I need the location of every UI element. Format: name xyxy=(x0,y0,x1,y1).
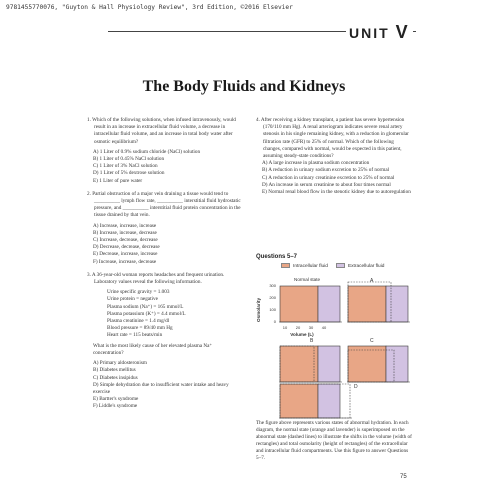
extracellular-block xyxy=(318,346,340,382)
extracellular-block xyxy=(386,346,408,382)
x-tick: 30 xyxy=(308,325,314,330)
x-axis-label: Volume (L) xyxy=(290,332,314,337)
lab-value: Heart rate = 115 beats/min xyxy=(107,332,163,339)
answer-option: D) An increase in serum creatinine to about four times normal xyxy=(262,181,391,188)
x-tick: 20 xyxy=(295,325,301,330)
panel-c xyxy=(347,338,410,382)
extracellular-block xyxy=(386,286,408,322)
answer-option: B) A reduction in urinary sodium excretion to 25% of normal xyxy=(262,167,390,174)
answer-option: A) Increase, increase, increase xyxy=(93,222,157,229)
y-tick: 100 xyxy=(269,307,276,312)
panel-label-a: A xyxy=(370,278,374,284)
answer-option: A) 1 Liter of 0.9% sodium chloride (NaCl) solution xyxy=(93,148,201,155)
answer-option: E) Bartter's syndrome xyxy=(93,396,139,403)
question-stem: 2. Partial obstruction of a major vein draining a tissue would tend to __________ lymph flow rate, __________ interstitial fluid hydrostatic pressure, and __________ interstitial fluid protein concentration in the tissue drained by that vein. xyxy=(87,190,241,219)
left-column xyxy=(87,117,242,417)
answer-option: B) Increase, increase, decrease xyxy=(93,229,157,236)
legend-label: Extracellular fluid xyxy=(347,263,385,269)
answer-option: C) Increase, decrease, decrease xyxy=(93,237,158,244)
question-stem: 1. Which of the following solutions, when infused intravenously, would result in an increase in extracellular fluid volume, a decrease in intracellular fluid volume, and an increase in total body water after osmotic equilibrium? xyxy=(87,117,236,145)
unit-word: UNIT xyxy=(349,25,390,41)
legend-label: Intracellular fluid xyxy=(293,263,328,269)
question-4 xyxy=(256,117,412,196)
panel-d xyxy=(279,384,358,418)
normal-state-label: Normal state xyxy=(294,277,321,282)
panel-label-d: D xyxy=(354,384,358,390)
citation-line: 9781455770076, "Guyton & Hall Physiology Review", 3rd Edition, ©2016 Elsevier xyxy=(6,4,293,11)
answer-option: D) 1 Liter of 5% dextrose solution xyxy=(93,170,165,177)
intracellular-block xyxy=(280,346,318,382)
unit-label xyxy=(346,22,413,43)
hydration-figure xyxy=(252,268,412,420)
panel-normal xyxy=(256,277,342,337)
lab-value: Urine protein = negative xyxy=(107,296,158,303)
answer-option: E) Decrease, increase, increase xyxy=(93,251,158,258)
answer-option: D) Simple dehydration due to insufficient water intake and heavy exercise xyxy=(93,381,229,395)
extracellular-block xyxy=(318,384,340,418)
lab-value: Plasma potassium (K⁺) = 4.4 mmol/L xyxy=(107,310,186,317)
answer-option: F) Increase, increase, decrease xyxy=(93,258,157,265)
answer-option: D) Decrease, decrease, decrease xyxy=(93,244,160,251)
question-text: What is the most likely cause of her elevated plasma Na⁺ concentration? xyxy=(93,342,213,356)
answer-option: F) Liddle's syndrome xyxy=(93,403,138,410)
panel-b xyxy=(279,338,342,382)
panel-a xyxy=(347,278,410,322)
unit-number: V xyxy=(395,22,410,42)
question-2 xyxy=(87,191,242,266)
answer-option: B) Diabetes mellitus xyxy=(93,367,136,374)
question-3 xyxy=(87,272,242,411)
answer-option: C) Diabetes insipidus xyxy=(93,374,138,381)
answer-option: E) 1 Liter of pure water xyxy=(93,177,143,184)
question-1 xyxy=(87,117,242,185)
intracellular-block xyxy=(348,346,386,382)
page-title: The Body Fluids and Kidneys xyxy=(142,78,346,95)
answer-option: B) 1 Liter of 0.45% NaCl solution xyxy=(93,156,165,163)
figure-caption: The figure above represents various states of abnormal hydration. In each diagram, the normal state (orange and lavender) is superimposed on the abnormal state (dashed lines) to illustrate the shifts in the volume (width of rectangles) and total osmolarity (height of rectangles) of the extracellular and intracellular fluid compartments. Use this figure to answer Questions 5–7. xyxy=(256,420,412,461)
lab-value: Urine specific gravity = 1.003 xyxy=(107,289,170,296)
lab-value: Plasma creatinine = 1.4 mg/dl xyxy=(107,318,170,325)
panel-label-b: B xyxy=(310,338,314,344)
question-stem: 4. After receiving a kidney transplant, a patient has severe hypertension (170/110 mm Hg). A renal arteriogram indicates severe renal artery stenosis in his single remaining kidney, with a reduction in glomerular filtration rate (GFR) to 25% of normal. Which of the following changes, compared with normal, would be expected in this patient, assuming steady-state conditions? xyxy=(256,117,409,160)
lab-value: Plasma sodium (Na⁺) = 165 mmol/L xyxy=(107,303,184,310)
panel-label-c: C xyxy=(370,338,374,344)
x-tick: 10 xyxy=(282,325,288,330)
intracellular-block xyxy=(280,384,318,418)
page-number: 75 xyxy=(400,474,407,480)
lab-value: Blood pressure = 89/40 mm Hg xyxy=(107,325,173,332)
question-stem: 3. A 36-year-old woman reports headaches and frequent urination. Laboratory values reveal the following information. xyxy=(87,271,225,286)
answer-option: C) A reduction in urinary creatinine excretion to 25% of normal xyxy=(262,174,395,181)
y-tick: 0 xyxy=(273,319,276,324)
y-axis-label: Osmolarity xyxy=(256,298,261,322)
answer-option: A) A large increase in plasma sodium concentration xyxy=(262,160,370,167)
answer-option: A) Primary aldosteronism xyxy=(93,360,147,367)
extracellular-block xyxy=(318,286,340,322)
answer-option: E) Normal renal blood flow in the stenotic kidney due to autoregulation xyxy=(262,189,411,196)
figure-heading: Questions 5–7 xyxy=(256,254,298,260)
intracellular-block xyxy=(280,286,318,322)
intracellular-block xyxy=(348,286,386,322)
right-column xyxy=(256,117,412,202)
answer-option: C) 1 Liter of 3% NaCl solution xyxy=(93,163,158,170)
x-tick: 40 xyxy=(321,325,327,330)
y-tick: 200 xyxy=(269,295,276,300)
y-tick: 300 xyxy=(269,283,276,288)
